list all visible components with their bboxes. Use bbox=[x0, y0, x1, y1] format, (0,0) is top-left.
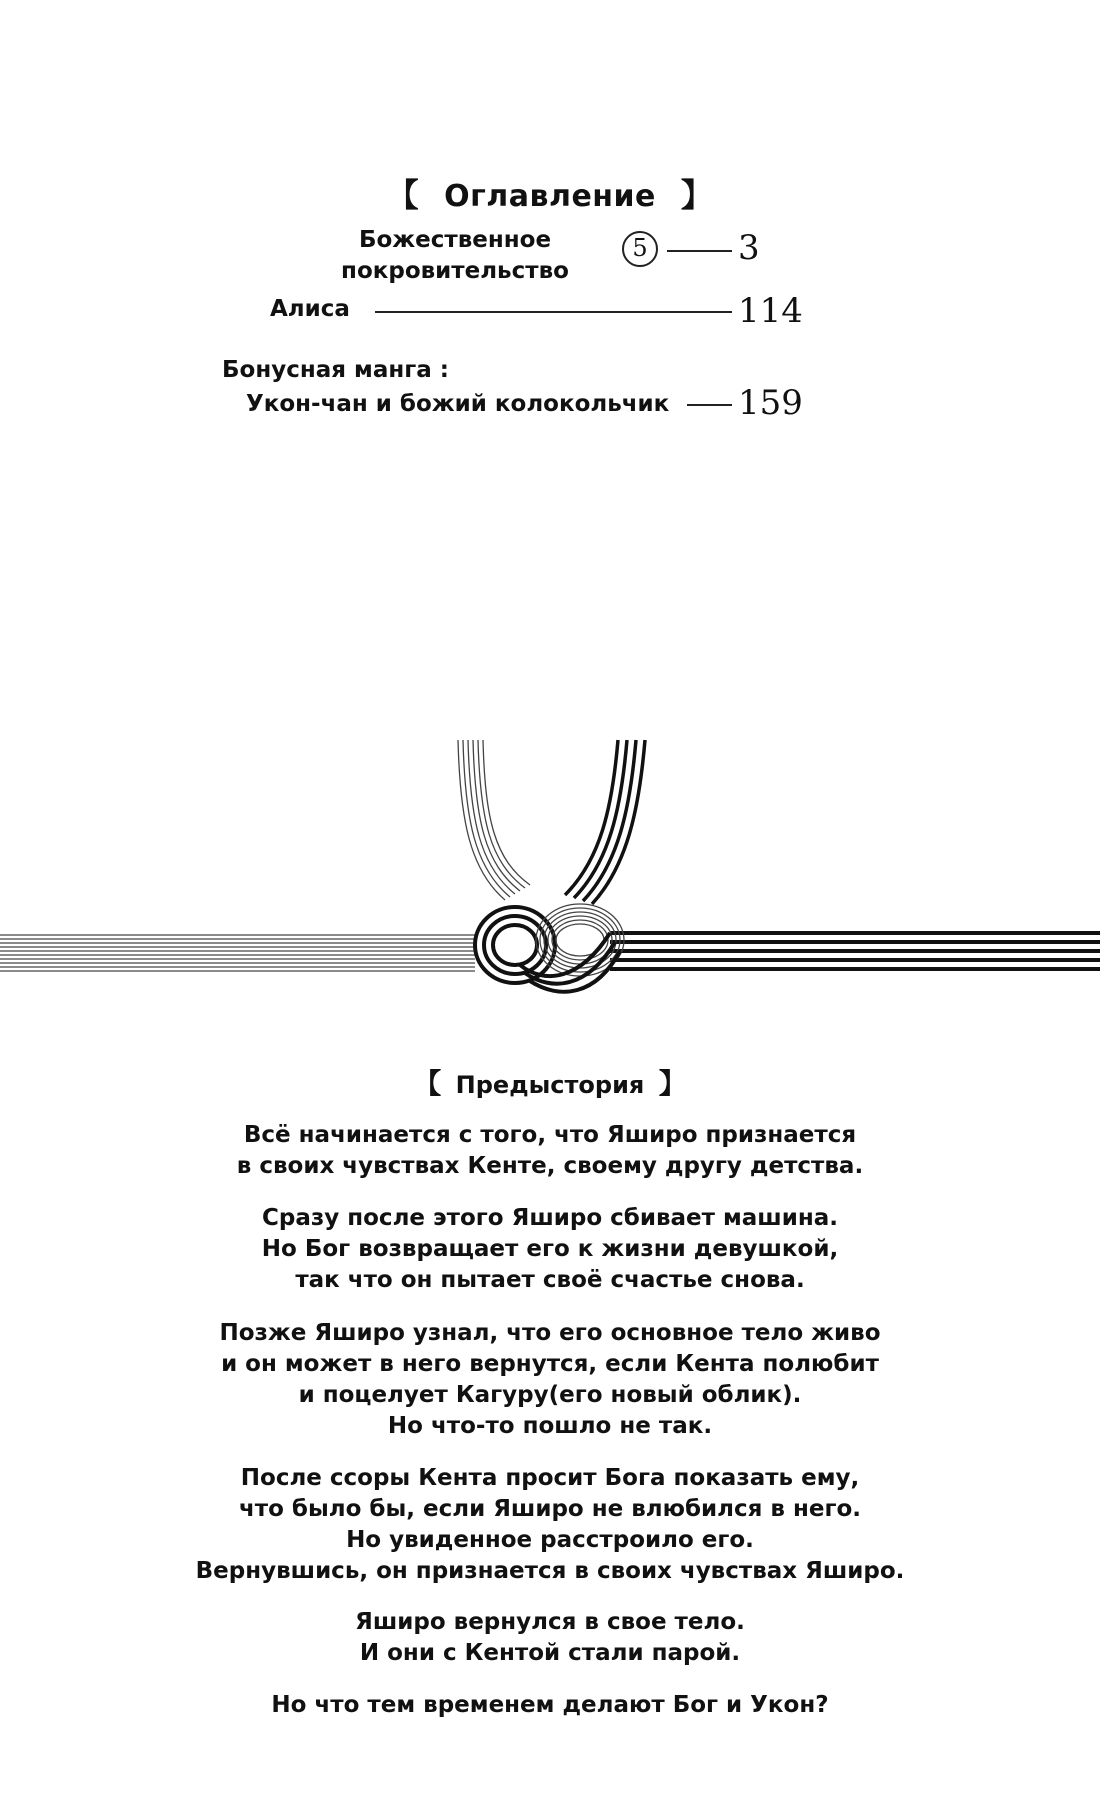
left-cord-bundle bbox=[0, 935, 475, 971]
toc-entry-2-leader bbox=[375, 311, 732, 313]
right-descending-cord bbox=[565, 740, 645, 904]
knot-left-loop-bold bbox=[475, 907, 555, 983]
bracket-left: 【 bbox=[386, 176, 420, 214]
right-cord-bundle bbox=[610, 933, 1100, 969]
paragraph-line: Позже Яширо узнал, что его основное тело живо bbox=[219, 1320, 881, 1346]
backstory-paragraph-3 bbox=[150, 1318, 950, 1442]
toc-entry-1-line1: Божественное bbox=[358, 227, 552, 253]
backstory-paragraph-2 bbox=[150, 1203, 950, 1296]
paragraph-line: После ссоры Кента просит Бога показать ему, bbox=[240, 1465, 860, 1491]
paragraph-line: И они с Кентой стали парой. bbox=[359, 1640, 741, 1666]
bracket-right: 】 bbox=[658, 1067, 687, 1100]
paragraph-line: в своих чувствах Кенте, своему другу детства. bbox=[236, 1153, 864, 1179]
left-descending-cord bbox=[458, 740, 530, 900]
toc-title bbox=[0, 170, 1100, 216]
toc-entry-1-line2: покровительство bbox=[341, 258, 569, 284]
toc-entry-3-title-line1[interactable]: Бонусная манга : bbox=[222, 357, 449, 383]
toc-entry-3-leader bbox=[687, 404, 732, 406]
toc-entry-2-page[interactable]: 114 bbox=[738, 291, 803, 331]
bracket-right: 】 bbox=[680, 176, 714, 214]
paragraph-line: Сразу после этого Яширо сбивает машина. bbox=[262, 1205, 838, 1231]
toc-entry-3-title-line2[interactable]: Укон-чан и божий колокольчик bbox=[246, 391, 670, 417]
backstory-paragraph-6 bbox=[150, 1690, 950, 1721]
toc-entry-1-title[interactable] bbox=[330, 225, 580, 287]
paragraph-line: Но Бог возвращает его к жизни девушкой, bbox=[261, 1236, 839, 1262]
backstory-paragraph-5 bbox=[150, 1607, 950, 1669]
backstory-paragraph-1 bbox=[150, 1120, 950, 1182]
paragraph-line: и поцелует Кагуру(его новый облик). bbox=[298, 1382, 802, 1408]
toc-entry-3-page[interactable]: 159 bbox=[738, 383, 803, 423]
backstory-title bbox=[0, 1062, 1100, 1102]
bracket-left: 【 bbox=[413, 1067, 442, 1100]
paragraph-line: Но увиденное расстроило его. bbox=[346, 1527, 754, 1553]
paragraph-line: Всё начинается с того, что Яширо признается bbox=[243, 1122, 857, 1148]
toc-entry-1-leader bbox=[667, 250, 732, 252]
backstory-title-text: Предыстория bbox=[455, 1071, 645, 1099]
paragraph-line: что было бы, если Яширо не влюбился в него. bbox=[238, 1496, 862, 1522]
paragraph-line: так что он пытает своё счастье снова. bbox=[295, 1267, 805, 1293]
volume-circle-marker: 5 bbox=[622, 231, 658, 267]
paragraph-line: Но что тем временем делают Бог и Укон? bbox=[271, 1692, 829, 1718]
paragraph-line: Вернувшись, он признается в своих чувствах Яширо. bbox=[195, 1558, 905, 1584]
paragraph-line: Но что-то пошло не так. bbox=[387, 1413, 713, 1439]
paragraph-line: и он может в него вернутся, если Кента полюбит bbox=[221, 1351, 879, 1377]
toc-entry-2-title[interactable]: Алиса bbox=[270, 296, 350, 322]
mizuhiki-knot-ornament bbox=[0, 730, 1100, 1000]
toc-title-text: Оглавление bbox=[444, 179, 656, 214]
toc-entry-1-page[interactable]: 3 bbox=[738, 228, 760, 268]
backstory-paragraph-4 bbox=[150, 1463, 950, 1587]
paragraph-line: Яширо вернулся в свое тело. bbox=[355, 1609, 745, 1635]
